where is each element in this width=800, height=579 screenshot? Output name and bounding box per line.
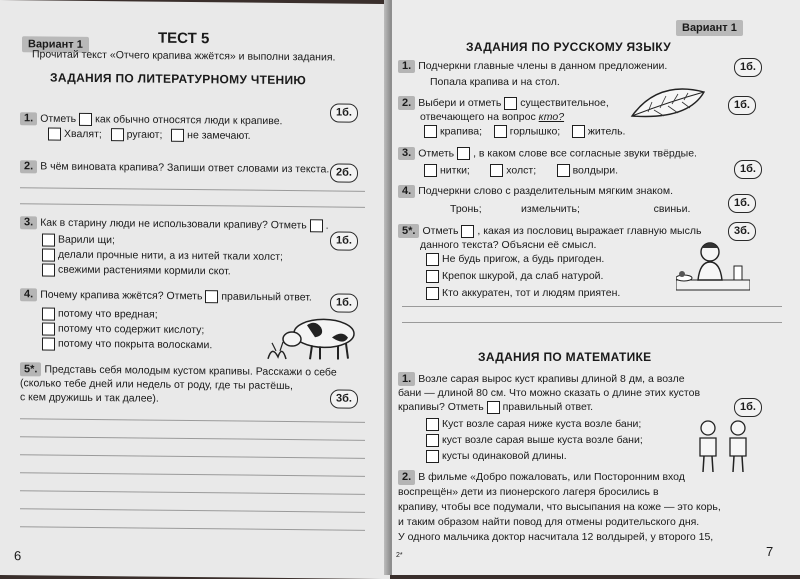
answer-line[interactable]	[20, 436, 365, 441]
question-5	[398, 224, 701, 252]
option-checkbox[interactable]	[42, 263, 55, 276]
option-checkbox[interactable]	[48, 128, 61, 141]
option-checkbox[interactable]	[494, 125, 507, 138]
math-question-2	[398, 470, 721, 545]
question-text: существительное,	[520, 97, 609, 109]
question-text: Почему крапива жжётся? Отметь	[40, 288, 203, 303]
footer-mark: 2*	[396, 552, 403, 559]
question-text: Как в старину люди не использовали крапиву? Отметь	[40, 216, 307, 232]
word: Тронь;	[450, 203, 482, 215]
option-label: Куст возле сарая ниже куста возле бани;	[442, 418, 642, 430]
option-label: крапива;	[440, 125, 483, 138]
sentence: Попала крапива и на стол.	[430, 76, 560, 88]
points-badge: 1б.	[330, 231, 358, 250]
option-label: свежими растениями кормили скот.	[58, 263, 231, 278]
answer-line[interactable]	[20, 187, 365, 192]
test-title: ТЕСТ 5	[158, 29, 210, 48]
question-4	[398, 185, 673, 198]
option-label: горлышко;	[509, 125, 561, 138]
option-label: холст;	[506, 164, 537, 177]
checkmark-box-icon	[205, 290, 218, 303]
option-checkbox[interactable]	[572, 125, 585, 138]
option-label: куст возле сарая выше куста возле бани;	[442, 434, 643, 446]
option-label: потому что содержит кислоту;	[58, 322, 205, 337]
question-2	[398, 96, 609, 124]
question-text: Выбери и отметь	[418, 97, 502, 109]
checkmark-box-icon	[504, 97, 517, 110]
answer-line[interactable]	[20, 472, 365, 477]
points-badge: 3б.	[330, 389, 358, 408]
answer-line[interactable]	[20, 418, 365, 423]
points-badge: 3б.	[728, 222, 756, 241]
question-1	[398, 60, 667, 73]
option-checkbox[interactable]	[424, 125, 437, 138]
question-1	[20, 112, 282, 128]
option-checkbox[interactable]	[42, 322, 55, 335]
checkmark-box-icon	[310, 219, 323, 232]
question-text: воспрещён» дети из пионерского лагеря бросились в	[398, 486, 659, 498]
option-checkbox[interactable]	[42, 307, 55, 320]
option-label: Крепок шкурой, да слаб натурой.	[442, 270, 604, 282]
answer-line[interactable]	[402, 322, 782, 323]
question-text: с кем дружишь и так далее).	[20, 391, 159, 405]
option-checkbox[interactable]	[111, 128, 124, 141]
points-badge: 1б.	[330, 103, 358, 122]
option-label: ругают;	[126, 128, 163, 141]
option-label: Хвалят;	[64, 127, 102, 141]
question-5	[20, 362, 337, 407]
variant-label: Вариант 1	[676, 20, 743, 36]
question-text: крапивы? Отметь	[398, 401, 484, 413]
option-checkbox[interactable]	[426, 450, 439, 463]
question-text: данного текста? Объясни её смысл.	[420, 239, 597, 251]
option-label: нитки;	[440, 164, 470, 177]
question-text: и таким образом найти повод для отмены родительского дня.	[398, 516, 700, 528]
question-text: , в каком слове все согласные звуки твёрдые.	[473, 147, 697, 160]
points-badge: 1б.	[734, 58, 762, 77]
question-text: , какая из пословиц выражает главную мысль	[477, 225, 702, 237]
question-text: Возле сарая вырос куст крапивы длиной 8 дм, а возле	[418, 373, 685, 385]
option-label: волдыри.	[572, 164, 619, 177]
answer-line[interactable]	[20, 508, 365, 513]
question-text: бани — длиной 80 см. Что можно сказать о длине этих кустов	[398, 387, 701, 399]
checkmark-box-icon	[487, 401, 500, 414]
child-eating-illustration-icon	[676, 240, 750, 292]
option-checkbox[interactable]	[426, 253, 439, 266]
section-title-russian: ЗАДАНИЯ ПО РУССКОМУ ЯЗЫКУ	[466, 40, 671, 54]
option-label: Не будь пригож, а будь пригоден.	[442, 253, 605, 265]
points-badge: 2б.	[330, 163, 358, 182]
word: свиньи.	[653, 203, 691, 215]
question-text: Представь себя молодым кустом крапивы. Расскажи о себе	[44, 363, 337, 379]
question-text: Отметь	[422, 225, 459, 237]
option-label: потому что покрыта волосками.	[58, 337, 213, 352]
checkmark-box-icon	[457, 147, 470, 160]
question-4	[20, 288, 312, 304]
question-text: как обычно относятся люди к крапиве.	[95, 113, 283, 128]
option-checkbox[interactable]	[426, 287, 439, 300]
option-label: не замечают.	[187, 129, 251, 142]
children-illustration-icon	[692, 418, 756, 474]
options-q3	[424, 164, 618, 177]
question-text: правильный ответ.	[502, 401, 594, 413]
answer-line[interactable]	[20, 454, 365, 459]
math-question-1	[398, 372, 700, 414]
option-label: Кто аккуратен, тот и людям приятен.	[442, 287, 621, 299]
question-number: 1.	[398, 60, 415, 73]
word: измельчить;	[521, 203, 580, 215]
question-text: (сколько тебе дней или недель от роду, где ты растёшь,	[20, 377, 293, 393]
option-label: потому что вредная;	[58, 307, 158, 321]
option-checkbox[interactable]	[557, 164, 570, 177]
cow-illustration-icon	[262, 311, 366, 362]
options-q5	[426, 251, 620, 302]
answer-line[interactable]	[20, 526, 365, 531]
words-q4	[450, 203, 690, 216]
options-q4	[42, 306, 212, 353]
answer-line[interactable]	[20, 203, 365, 208]
option-checkbox[interactable]	[42, 233, 55, 246]
question-text: крапиву, чтобы все подумали, что высыпания на коже — это корь,	[398, 501, 721, 513]
question-number: 2.	[398, 96, 415, 110]
question-word: кто?	[538, 111, 565, 123]
question-number: 4.	[398, 185, 415, 198]
question-text: В фильме «Добро пожаловать, или Посторонним вход	[418, 471, 685, 483]
question-text: Отметь	[418, 147, 455, 160]
question-2	[20, 160, 329, 176]
question-text: В чём виновата крапива? Запиши ответ словами из текста.	[40, 160, 330, 176]
question-number: 1.	[20, 112, 37, 125]
option-checkbox[interactable]	[426, 270, 439, 283]
checkmark-box-icon	[461, 225, 474, 238]
option-checkbox[interactable]	[42, 337, 55, 350]
option-checkbox[interactable]	[490, 164, 503, 177]
section-title-math: ЗАДАНИЯ ПО МАТЕМАТИКЕ	[478, 350, 652, 364]
page-number: 6	[14, 548, 22, 564]
question-text: У одного мальчика доктор насчитала 12 волдырей, у второго 15,	[398, 531, 714, 543]
option-checkbox[interactable]	[426, 418, 439, 431]
options-q3	[42, 232, 283, 280]
question-number: 4.	[20, 288, 37, 301]
question-number: 3.	[20, 216, 37, 229]
points-badge: 1б.	[330, 293, 358, 312]
question-3	[398, 147, 697, 160]
question-3: 3. Как в старину люди не использовали крапиву? Отметь .	[20, 216, 329, 233]
section-title-literature: ЗАДАНИЯ ПО ЛИТЕРАТУРНОМУ ЧТЕНИЮ	[50, 70, 307, 88]
left-page	[0, 0, 390, 579]
question-text: правильный ответ.	[221, 290, 312, 304]
question-text: Подчеркни главные члены в данном предложении.	[418, 60, 668, 72]
checkmark-box-icon	[79, 113, 92, 126]
answer-line[interactable]	[402, 306, 782, 307]
option-checkbox[interactable]	[171, 129, 184, 142]
option-label: Варили щи;	[58, 233, 115, 247]
option-label: житель.	[587, 125, 626, 138]
option-checkbox[interactable]	[426, 434, 439, 447]
question-text: отвечающего на вопрос	[420, 111, 536, 123]
points-badge: 1б.	[734, 398, 762, 417]
question-text: Отметь	[40, 112, 77, 126]
question-number: 3.	[398, 147, 415, 160]
options-q1	[48, 128, 251, 143]
option-checkbox[interactable]	[42, 248, 55, 261]
question-number: 2.	[398, 470, 415, 485]
question-number: 5*.	[398, 224, 419, 238]
question-number: 1.	[398, 372, 415, 386]
page-number: 7	[766, 544, 774, 559]
question-text: Подчеркни слово с разделительным мягким знаком.	[418, 185, 673, 197]
variant-label: Вариант 1	[22, 36, 89, 53]
leaf-illustration-icon	[628, 86, 708, 122]
answer-line[interactable]	[20, 490, 365, 495]
question-number: 5*.	[20, 362, 41, 376]
right-page	[392, 0, 800, 575]
option-checkbox[interactable]	[424, 164, 437, 177]
option-label: делали прочные нити, а из нитей ткали холст;	[58, 248, 283, 263]
question-number: 2.	[20, 160, 37, 173]
points-badge: 1б.	[734, 160, 762, 179]
option-label: кусты одинаковой длины.	[442, 450, 567, 462]
options-m1	[426, 416, 643, 464]
points-badge: 1б.	[728, 194, 756, 213]
points-badge: 1б.	[728, 96, 756, 115]
options-q2	[424, 125, 625, 138]
intro-text: Прочитай текст «Отчего крапива жжётся» и выполни задания.	[32, 48, 336, 64]
